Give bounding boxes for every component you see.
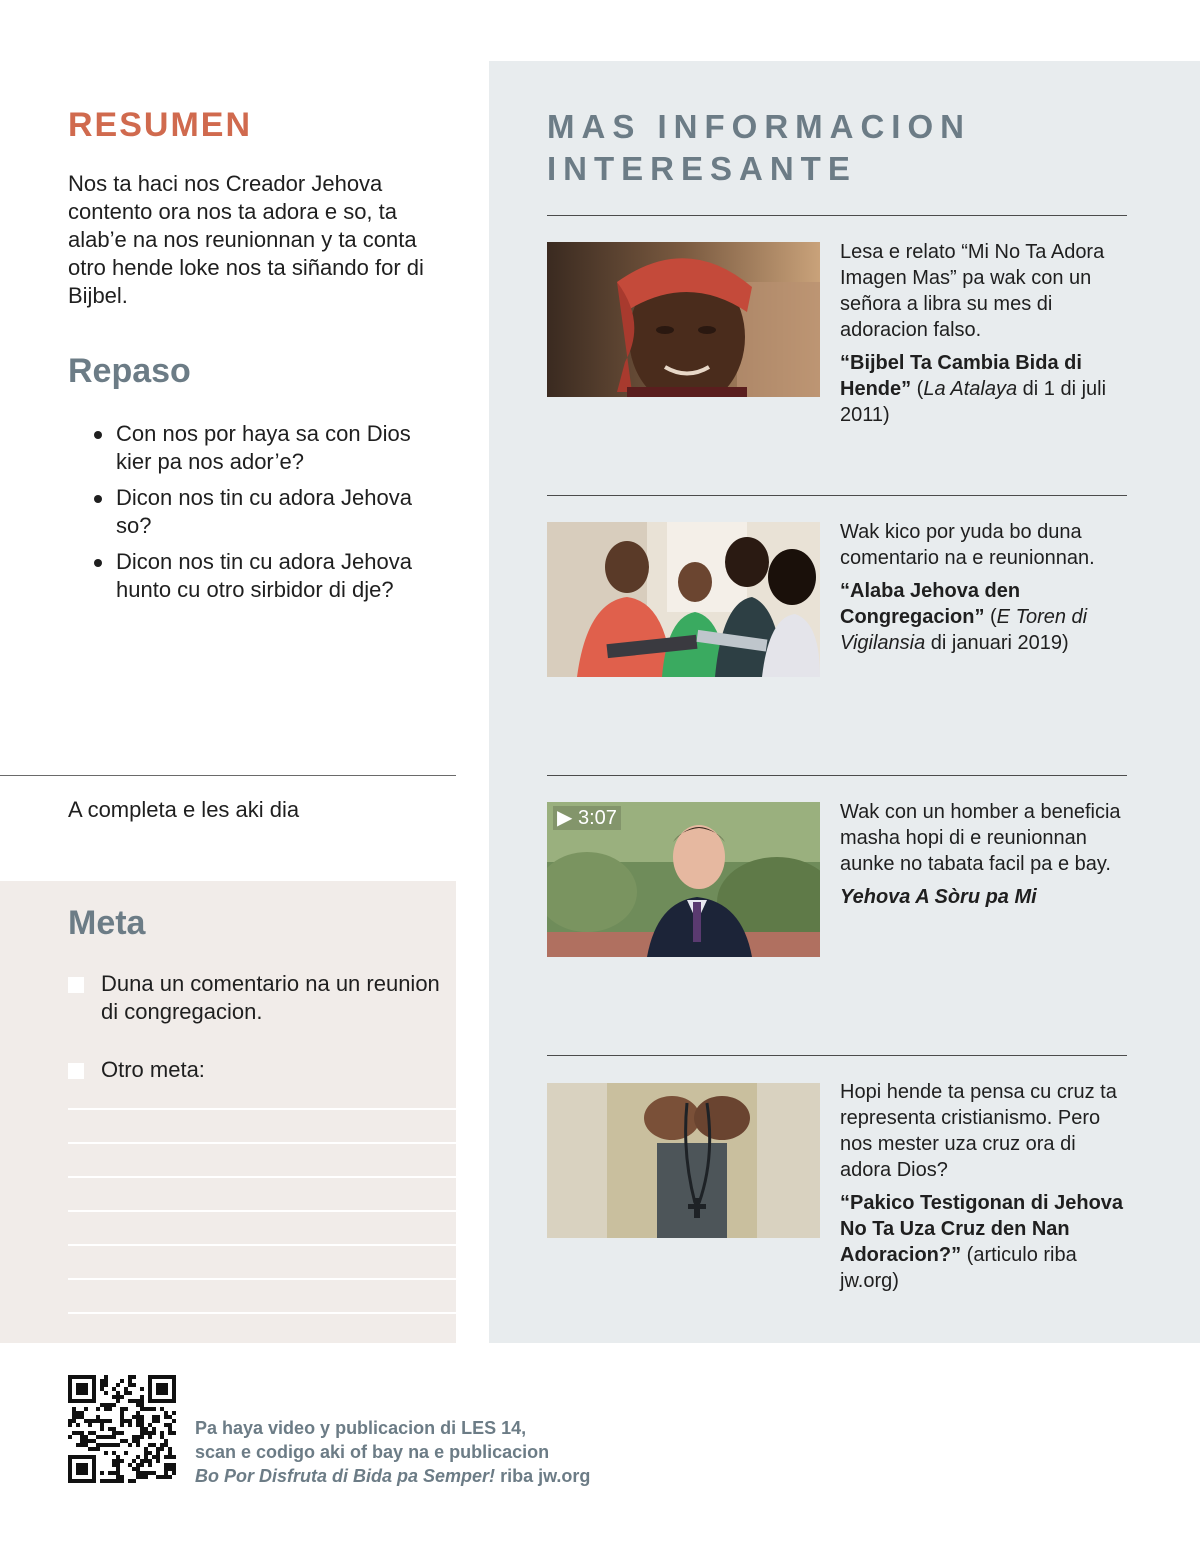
footer-line2: scan e codigo aki of bay na e publicacion [195, 1442, 550, 1462]
more-info-heading-line2: INTERESANTE [547, 150, 857, 187]
goal-checkbox[interactable] [68, 1063, 84, 1079]
more-info-heading [547, 106, 1147, 190]
bullet-icon [94, 495, 102, 503]
bullet-icon [94, 431, 102, 439]
publication-link[interactable] [840, 578, 1132, 656]
goal-item-text: Otro meta: [101, 1057, 205, 1082]
item-description: Wak kico por yuda bo duna comentario na e reunionnan. [840, 521, 1095, 569]
review-item-text: Dicon nos tin cu adora Jehova so? [116, 485, 412, 538]
review-list [92, 420, 442, 612]
goal-item-text: Duna un comentario na un reunion di congregacion. [101, 971, 440, 1024]
summary-heading: RESUMEN [68, 106, 253, 144]
publication-link[interactable] [840, 350, 1132, 428]
footer-book-title: Bo Por Disfruta di Bida pa Semper! [195, 1466, 496, 1486]
qr-code[interactable] [68, 1375, 176, 1483]
publication-date: di 1 di juli 2011) [840, 378, 1107, 426]
article-source: (articulo riba jw.org) [840, 1244, 1077, 1292]
footer-line1: Pa haya video y publicacion di LES 14, [195, 1418, 527, 1438]
write-in-line[interactable] [68, 1312, 456, 1314]
article-title: “Pakico Testigonan di Jehova No Ta Uza Cruz den Nan Adoracion?” [840, 1192, 1124, 1266]
publication-title: “Bijbel Ta Cambia Bida di Hende” [840, 352, 1082, 400]
write-in-line[interactable] [68, 1210, 456, 1212]
publication-name: La Atalaya [923, 378, 1018, 400]
write-in-line[interactable] [68, 1176, 456, 1178]
completed-date-label: A completa e les aki dia [68, 797, 300, 822]
review-item [92, 548, 442, 604]
more-info-heading-line1: MAS INFORMACION [547, 108, 971, 145]
footer-note [195, 1416, 695, 1488]
video-duration: 3:07 [577, 807, 617, 829]
write-in-line[interactable] [68, 1278, 456, 1280]
hands-rosary-photo[interactable] [547, 1083, 820, 1238]
video-duration-badge [553, 806, 621, 830]
write-in-line[interactable] [68, 1142, 456, 1144]
review-heading: Repaso [68, 352, 191, 390]
goal-box [0, 881, 456, 1343]
review-item [92, 420, 442, 476]
man-in-suit-video-still[interactable] [547, 802, 820, 957]
article-link[interactable] [840, 1190, 1132, 1294]
play-icon: ▶ [557, 807, 573, 829]
publication-date: di januari 2019) [925, 632, 1069, 654]
review-item-text: Dicon nos tin cu adora Jehova hunto cu otro sirbidor di dje? [116, 549, 412, 602]
divider [547, 775, 1127, 776]
publication-title: “Alaba Jehova den Congregacion” [840, 580, 1021, 628]
summary-text: Nos ta haci nos Creador Jehova contento ora nos ta adora e so, ta alab’e na nos reunionnan y ta conta otro hende loke nos ta siñando for di Bijbel. [68, 171, 424, 308]
divider [0, 775, 456, 776]
publication-source-open: ( [984, 606, 997, 628]
divider [547, 495, 1127, 496]
family-study-photo[interactable] [547, 522, 820, 677]
divider [547, 215, 1127, 216]
review-item-text: Con nos por haya sa con Dios kier pa nos ador’e? [116, 421, 411, 474]
item-description: Lesa e relato “Mi No Ta Adora Imagen Mas” pa wak con un señora a libra su mes di adoracion falso. [840, 241, 1105, 341]
item-description: Hopi hende ta pensa cu cruz ta representa cristianismo. Pero nos mester uza cruz ora di adora Dios? [840, 1081, 1117, 1181]
publication-source-open: ( [911, 378, 924, 400]
review-item [92, 484, 442, 540]
goal-checkbox[interactable] [68, 977, 84, 993]
publication-name: E Toren di Vigilansia [840, 606, 1088, 654]
write-in-line[interactable] [68, 1108, 456, 1110]
item-description: Wak con un homber a beneficia masha hopi di e reunionnan aunke no tabata facil pa e bay. [840, 801, 1121, 875]
elderly-woman-photo[interactable] [547, 242, 820, 397]
write-in-line[interactable] [68, 1244, 456, 1246]
video-link[interactable] [840, 884, 1132, 910]
divider [547, 1055, 1127, 1056]
bullet-icon [94, 559, 102, 567]
footer-site: riba jw.org [495, 1466, 591, 1486]
video-title: Yehova A Sòru pa Mi [840, 886, 1037, 908]
goal-heading: Meta [68, 904, 146, 942]
